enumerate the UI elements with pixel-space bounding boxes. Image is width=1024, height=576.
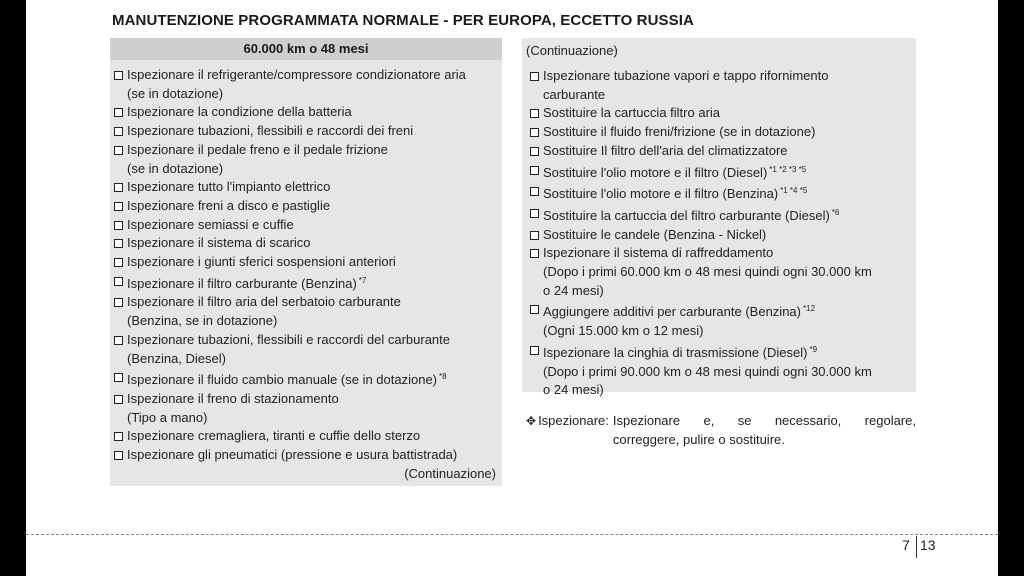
checklist-item <box>114 197 500 216</box>
checklist-item-text <box>127 272 500 294</box>
checklist-item <box>114 446 500 465</box>
checklist-item <box>530 67 912 104</box>
checkbox-icon <box>530 72 539 81</box>
checklist-item-text <box>543 341 912 363</box>
checklist-item <box>114 66 500 103</box>
footnote-text <box>613 412 916 449</box>
checklist-item-text: Ispezionare la condizione della batteria <box>127 104 352 120</box>
manual-page <box>26 0 998 576</box>
checklist-item <box>114 234 500 253</box>
checklist-item-text: Ispezionare il refrigerante/compressore condizionatore aria <box>127 67 466 82</box>
footnote-reference: *1 *2 *3 *5 <box>769 164 807 174</box>
checklist-item-text: Ispezionare il filtro aria del serbatoio carburante <box>127 294 401 310</box>
footnote-symbol-icon: ✥ <box>526 414 537 428</box>
inspection-footnote <box>526 412 916 449</box>
checklist-item-text: (Benzina, se in dotazione) <box>127 313 278 329</box>
footnote-reference: *1 *4 *5 <box>780 186 808 196</box>
footnote-reference: *7 <box>358 275 367 285</box>
checklist-item-text <box>543 161 912 183</box>
checklist-item-text: Ispezionare cremagliera, tiranti e cuffie dello sterzo <box>127 428 421 444</box>
footnote-word: se <box>737 413 752 428</box>
checklist-item-label: Ispezionare la cinghia di trasmissione (Diesel) <box>543 344 808 360</box>
checklist-item-label: Ispezionare il fluido cambio manuale (se in dotazione) <box>127 372 438 388</box>
checklist-item-text: Ispezionare gli pneumatici (pressione e usura battistrada) <box>127 447 458 463</box>
checklist-item <box>114 103 500 122</box>
interval-header: 60.000 km o 48 mesi <box>110 38 502 60</box>
checklist-item-text: Ispezionare semiassi e cuffie <box>127 216 294 232</box>
footnote-word: necessario, <box>774 413 842 428</box>
checklist-item-text: (Dopo i primi 60.000 km o 48 mesi quindi ogni 30.000 km <box>543 264 872 280</box>
page-divider <box>26 534 998 535</box>
checklist-item-text: Sostituire la cartuccia filtro aria <box>543 105 721 121</box>
checklist-item <box>530 182 912 204</box>
page-title: MANUTENZIONE PROGRAMMATA NORMALE - PER EUROPA, ECCETTO RUSSIA <box>112 12 694 29</box>
checklist-item <box>114 253 500 272</box>
checkbox-icon <box>530 249 539 258</box>
maintenance-table-left <box>110 38 502 486</box>
checklist-item <box>530 341 912 400</box>
checklist-item-text: Ispezionare il sistema di raffreddamento <box>543 245 774 261</box>
checkbox-icon <box>114 298 123 307</box>
checkbox-icon <box>114 202 123 211</box>
checklist-item <box>114 293 500 330</box>
checklist-item-text <box>543 204 912 226</box>
checklist-item <box>530 300 912 340</box>
checklist-item-text: (se in dotazione) <box>127 85 224 101</box>
checkbox-icon <box>114 395 123 404</box>
footnote-reference: *6 <box>831 207 840 217</box>
checkbox-icon <box>114 277 123 286</box>
maintenance-list-right <box>530 67 912 400</box>
page-number: 13 <box>920 537 936 553</box>
checklist-item-text: Sostituire il fluido freni/frizione (se in dotazione) <box>543 124 816 140</box>
checklist-item <box>114 141 500 178</box>
checklist-item <box>114 178 500 197</box>
checklist-item <box>530 161 912 183</box>
continuation-label-bottom: (Continuazione) <box>404 466 496 481</box>
checkbox-icon <box>114 336 123 345</box>
continuation-label-top: (Continuazione) <box>526 43 618 58</box>
checklist-item-text: (Ogni 15.000 km o 12 mesi) <box>543 323 704 339</box>
checklist-item-label: Aggiungere additivi per carburante (Benzina) <box>543 304 801 320</box>
checklist-item-text: Sostituire Il filtro dell'aria del climatizzatore <box>543 142 788 158</box>
checklist-item-text <box>543 182 912 204</box>
chapter-number: 7 <box>902 537 910 553</box>
checkbox-icon <box>114 71 123 80</box>
checklist-item <box>114 427 500 446</box>
checklist-item-text: Sostituire le candele (Benzina - Nickel) <box>543 226 767 242</box>
checklist-item <box>530 123 912 142</box>
checkbox-icon <box>530 187 539 196</box>
checkbox-icon <box>114 183 123 192</box>
checklist-item-text: carburante <box>543 86 606 102</box>
footnote-line-1 <box>613 412 916 431</box>
footnote-word: regolare, <box>864 413 916 428</box>
checkbox-icon <box>530 128 539 137</box>
checklist-item-text: o 24 mesi) <box>543 382 604 398</box>
checklist-item-text: (Dopo i primi 90.000 km o 48 mesi quindi ogni 30.000 km <box>543 363 872 379</box>
checkbox-icon <box>530 346 539 355</box>
footnote-reference: *8 <box>439 372 447 382</box>
checkbox-icon <box>114 127 123 136</box>
checkbox-icon <box>530 109 539 118</box>
page-number-separator <box>916 536 917 558</box>
checklist-item-text: Ispezionare il pedale freno e il pedale frizione <box>127 141 388 157</box>
checklist-item <box>114 390 500 427</box>
checklist-item <box>530 104 912 123</box>
checklist-item <box>530 204 912 226</box>
checkbox-icon <box>114 221 123 230</box>
checklist-item-text <box>543 300 912 322</box>
checklist-item-label: Sostituire la cartuccia del filtro carburante (Diesel) <box>543 207 830 223</box>
checklist-item <box>114 216 500 235</box>
checkbox-icon <box>114 258 123 267</box>
footnote-reference: *12 <box>803 304 816 314</box>
checklist-item <box>530 244 912 300</box>
checkbox-icon <box>114 239 123 248</box>
footnote-reference: *9 <box>809 344 818 354</box>
checklist-item-text: Ispezionare il freno di stazionamento <box>127 390 339 406</box>
maintenance-list-left <box>114 66 500 465</box>
footnote-key-label: Ispezionare: <box>538 413 609 428</box>
checklist-item-text: o 24 mesi) <box>543 282 604 298</box>
checkbox-icon <box>114 451 123 460</box>
footnote-line-2: correggere, pulire o sostituire. <box>612 431 785 447</box>
checklist-item-text: Ispezionare tubazioni, flessibili e raccordi dei freni <box>127 123 414 139</box>
checklist-item-label: Sostituire l'olio motore e il filtro (Benzina) <box>543 186 779 202</box>
checklist-item <box>530 226 912 245</box>
checkbox-icon <box>114 146 123 155</box>
checklist-item-text: (Benzina, Diesel) <box>127 350 226 366</box>
checkbox-icon <box>530 305 539 314</box>
checklist-item <box>114 272 500 294</box>
checklist-item-text <box>127 368 500 390</box>
maintenance-table-right <box>522 38 916 398</box>
checklist-item <box>114 331 500 368</box>
checklist-item-text: Ispezionare il sistema di scarico <box>127 235 311 251</box>
footnote-key <box>526 412 609 449</box>
checklist-item-label: Ispezionare il filtro carburante (Benzina) <box>127 275 357 291</box>
checklist-item-text: Ispezionare tubazione vapori e tappo rifornimento <box>543 68 829 83</box>
checklist-item <box>114 368 500 390</box>
checklist-item-text: (Tipo a mano) <box>127 409 208 425</box>
checkbox-icon <box>114 373 123 382</box>
checklist-item-text: (se in dotazione) <box>127 160 224 176</box>
checkbox-icon <box>114 432 123 441</box>
checkbox-icon <box>530 166 539 175</box>
checklist-item-text: Ispezionare i giunti sferici sospensioni anteriori <box>127 254 396 270</box>
checklist-item <box>530 142 912 161</box>
checkbox-icon <box>530 209 539 218</box>
footnote-word: e, <box>703 413 715 428</box>
checkbox-icon <box>530 231 539 240</box>
checkbox-icon <box>114 108 123 117</box>
checklist-item-text: Ispezionare tutto l'impianto elettrico <box>127 179 331 195</box>
footnote-word: Ispezionare <box>612 413 681 428</box>
checklist-item-text: Ispezionare freni a disco e pastiglie <box>127 197 331 213</box>
checklist-item-text: Ispezionare tubazioni, flessibili e raccordi del carburante <box>127 331 451 347</box>
checkbox-icon <box>530 147 539 156</box>
checklist-item <box>114 122 500 141</box>
checklist-item-label: Sostituire l'olio motore e il filtro (Diesel) <box>543 164 768 180</box>
